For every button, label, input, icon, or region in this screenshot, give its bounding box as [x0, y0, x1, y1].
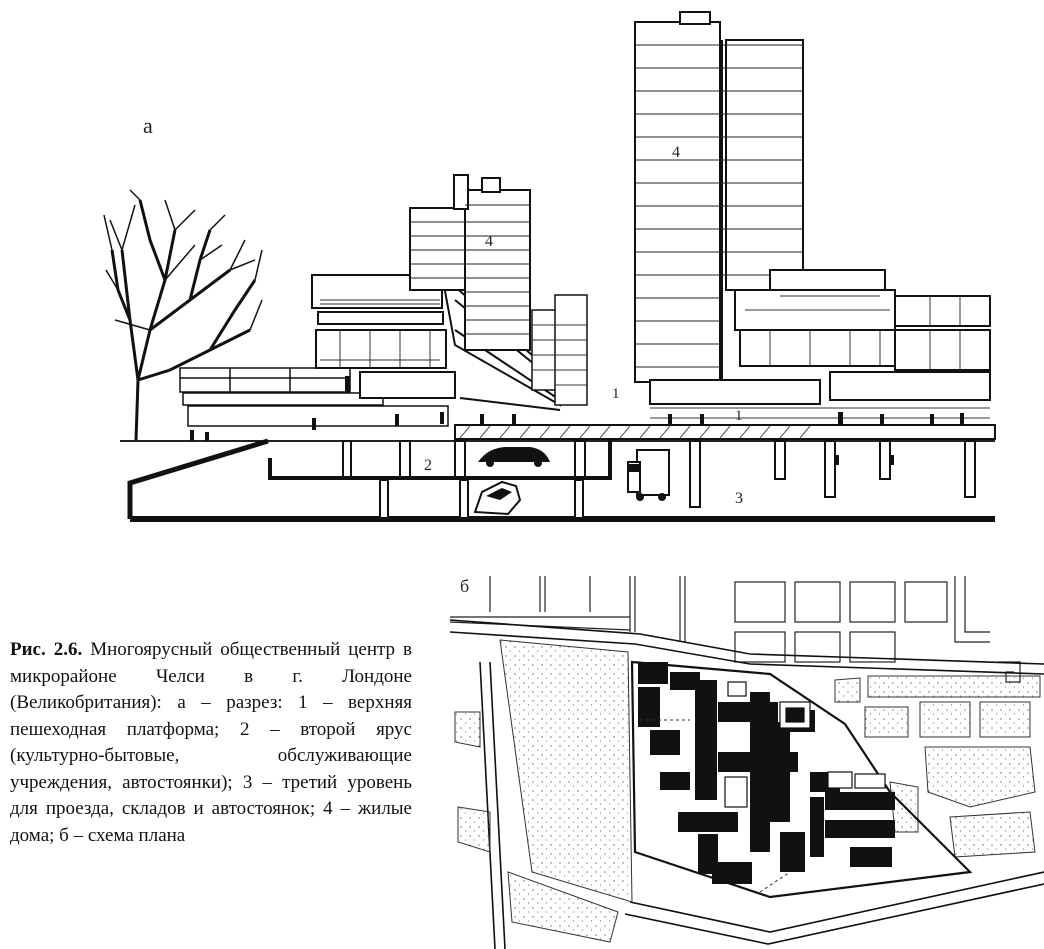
marker-1-near: 1	[735, 408, 743, 424]
plan-drawing	[450, 572, 1044, 949]
marker-3: 3	[735, 490, 743, 507]
marker-4-main: 4	[672, 144, 680, 161]
figure-caption	[10, 637, 412, 849]
section-label: а	[143, 113, 153, 138]
distant-tower	[532, 295, 587, 405]
caption-lead: Рис. 2.6.	[10, 639, 83, 660]
retaining-ramp	[130, 441, 268, 519]
truck-icon	[628, 450, 669, 501]
marker-1-far: 1	[612, 386, 620, 402]
car-front-icon	[475, 482, 520, 514]
caption-text: Многоярусный общественный центр в микрорайоне Челси в г. Лондоне (Великобритания): а – разрез: 1 – верхняя пешеходная платформа; 2 – второй ярус (культурно-бытовые, обслуживающие учреждения, автостоянки); 3 – третий уровень для проезда, складов и автостоянок; 4 – жилые дома; б – схема плана	[10, 639, 412, 846]
car-icon	[478, 447, 550, 467]
marker-2: 2	[424, 457, 432, 474]
plan-label: б	[460, 576, 470, 596]
marker-4-mid: 4	[485, 233, 493, 250]
